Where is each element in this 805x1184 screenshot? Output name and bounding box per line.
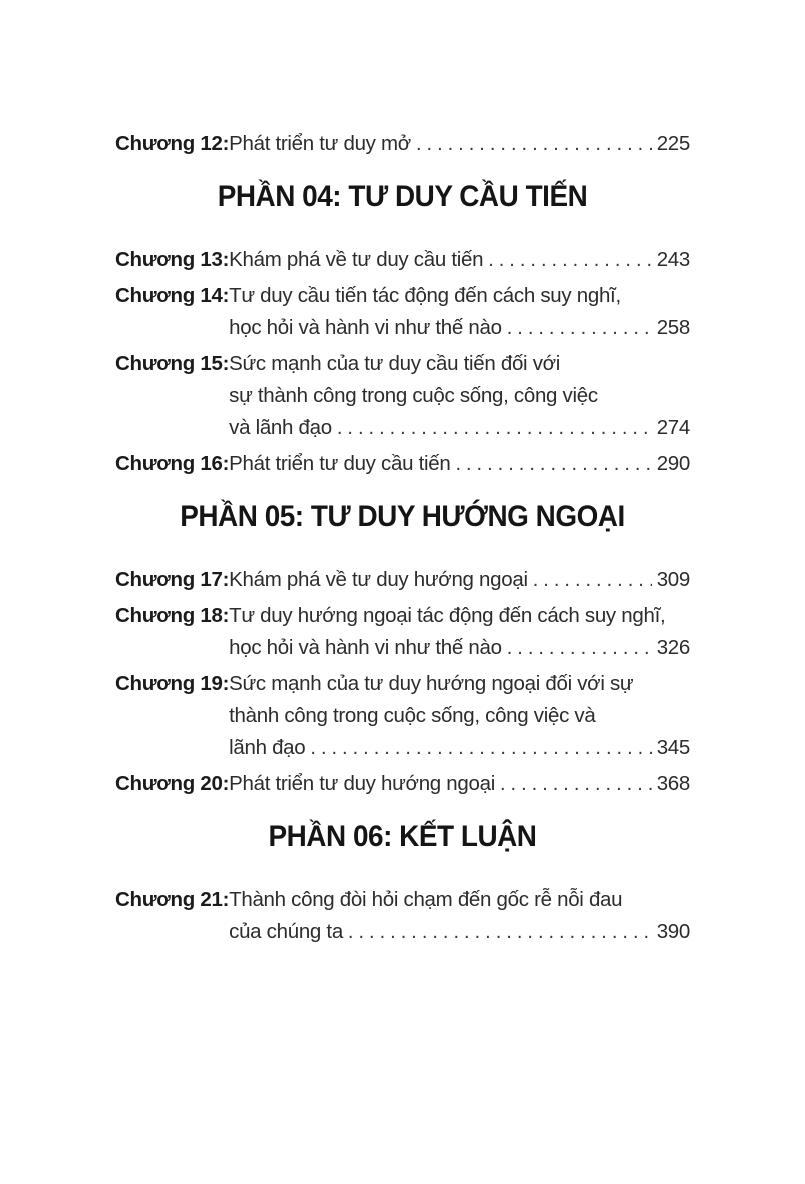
- chapter-title-line: [229, 380, 690, 412]
- chapter-label: Chương 18:: [115, 604, 230, 627]
- chapter-title-text: Phát triển tư duy cầu tiến: [229, 452, 451, 475]
- chapter-label: Chương 19:: [115, 672, 230, 695]
- chapter-label: Chương 14:: [115, 284, 230, 307]
- chapter-title: [229, 564, 690, 596]
- dot-leader: [488, 244, 652, 276]
- toc-entry: [115, 348, 690, 444]
- chapter-label: Chương 16:: [115, 452, 230, 475]
- chapter-title-line: [229, 600, 690, 632]
- toc-entry: [115, 768, 690, 800]
- page-number: 225: [656, 132, 690, 155]
- chapter-title-line: [229, 348, 690, 380]
- chapter-title-text: thành công trong cuộc sống, công việc và: [229, 704, 596, 727]
- chapter-title-line: [229, 244, 690, 276]
- page-number: 390: [656, 920, 690, 943]
- page-number: 326: [656, 636, 690, 659]
- chapter-title-line: [229, 564, 690, 596]
- chapter-title-text: học hỏi và hành vi như thế nào: [229, 316, 502, 339]
- chapter-title-text: và lãnh đạo: [229, 416, 332, 439]
- chapter-title-text: lãnh đạo: [229, 736, 306, 759]
- dot-leader: [310, 732, 651, 764]
- page-number: 290: [656, 452, 690, 475]
- chapter-label: Chương 20:: [115, 772, 230, 795]
- dot-leader: [455, 448, 651, 480]
- chapter-title: [229, 884, 690, 948]
- toc-entry: [115, 280, 690, 344]
- chapter-title-line: [229, 916, 690, 948]
- page-number: 258: [656, 316, 690, 339]
- chapter-title-line: [229, 412, 690, 444]
- chapter-title: [229, 448, 690, 480]
- chapter-title-text: của chúng ta: [229, 920, 343, 943]
- chapter-title-line: [229, 668, 690, 700]
- chapter-title: [229, 668, 690, 764]
- chapter-title-line: [229, 768, 690, 800]
- dot-leader: [337, 412, 652, 444]
- toc-entry: [115, 884, 690, 948]
- chapter-title-line: [229, 732, 690, 764]
- chapter-title: [229, 244, 690, 276]
- chapter-title-line: [229, 280, 690, 312]
- chapter-title-text: Phát triển tư duy hướng ngoại: [229, 772, 495, 795]
- chapter-label: Chương 15:: [115, 352, 230, 375]
- chapter-label: Chương 21:: [115, 888, 230, 911]
- page-number: 274: [656, 416, 690, 439]
- page-number: 345: [656, 736, 690, 759]
- chapter-title-text: Sức mạnh của tư duy cầu tiến đối với: [229, 352, 561, 375]
- chapter-label: Chương 12:: [115, 132, 230, 155]
- dot-leader: [500, 768, 652, 800]
- chapter-label: Chương 13:: [115, 248, 230, 271]
- chapter-title: [229, 280, 690, 344]
- chapter-title-line: [229, 128, 690, 160]
- dot-leader: [533, 564, 652, 596]
- page-number: 368: [656, 772, 690, 795]
- toc-entry: [115, 128, 690, 160]
- toc-entry: [115, 600, 690, 664]
- chapter-title-line: [229, 884, 690, 916]
- page-number: 309: [656, 568, 690, 591]
- chapter-title-text: Khám phá về tư duy hướng ngoại: [229, 568, 528, 591]
- chapter-title-text: học hỏi và hành vi như thế nào: [229, 636, 502, 659]
- toc-entry: [115, 668, 690, 764]
- chapter-title: [229, 128, 690, 160]
- chapter-title: [229, 600, 690, 664]
- chapter-title: [229, 348, 690, 444]
- chapter-title-text: Phát triển tư duy mở: [229, 132, 411, 155]
- section-heading: PHẦN 06: KẾT LUẬN: [268, 820, 537, 853]
- section-heading: PHẦN 05: TƯ DUY HƯỚNG NGOẠI: [180, 500, 625, 533]
- chapter-title-text: Sức mạnh của tư duy hướng ngoại đối với sự: [229, 672, 634, 695]
- toc-entry: [115, 448, 690, 480]
- dot-leader: [507, 632, 652, 664]
- chapter-title-line: [229, 700, 690, 732]
- chapter-title-text: sự thành công trong cuộc sống, công việc: [229, 384, 598, 407]
- section-heading: PHẦN 04: TƯ DUY CẦU TIẾN: [217, 180, 588, 213]
- toc-content: [115, 128, 690, 948]
- toc-entry: [115, 564, 690, 596]
- dot-leader: [416, 128, 652, 160]
- toc-entry: [115, 244, 690, 276]
- chapter-title-line: [229, 448, 690, 480]
- chapter-title-text: Khám phá về tư duy cầu tiến: [229, 248, 484, 271]
- chapter-title-text: Tư duy cầu tiến tác động đến cách suy nghĩ,: [229, 284, 621, 307]
- chapter-title-text: Tư duy hướng ngoại tác động đến cách suy nghĩ,: [229, 604, 666, 627]
- chapter-title-text: Thành công đòi hỏi chạm đến gốc rễ nỗi đau: [229, 888, 623, 911]
- chapter-label: Chương 17:: [115, 568, 230, 591]
- page-number: 243: [656, 248, 690, 271]
- dot-leader: [348, 916, 652, 948]
- dot-leader: [507, 312, 652, 344]
- chapter-title: [229, 768, 690, 800]
- chapter-title-line: [229, 632, 690, 664]
- chapter-title-line: [229, 312, 690, 344]
